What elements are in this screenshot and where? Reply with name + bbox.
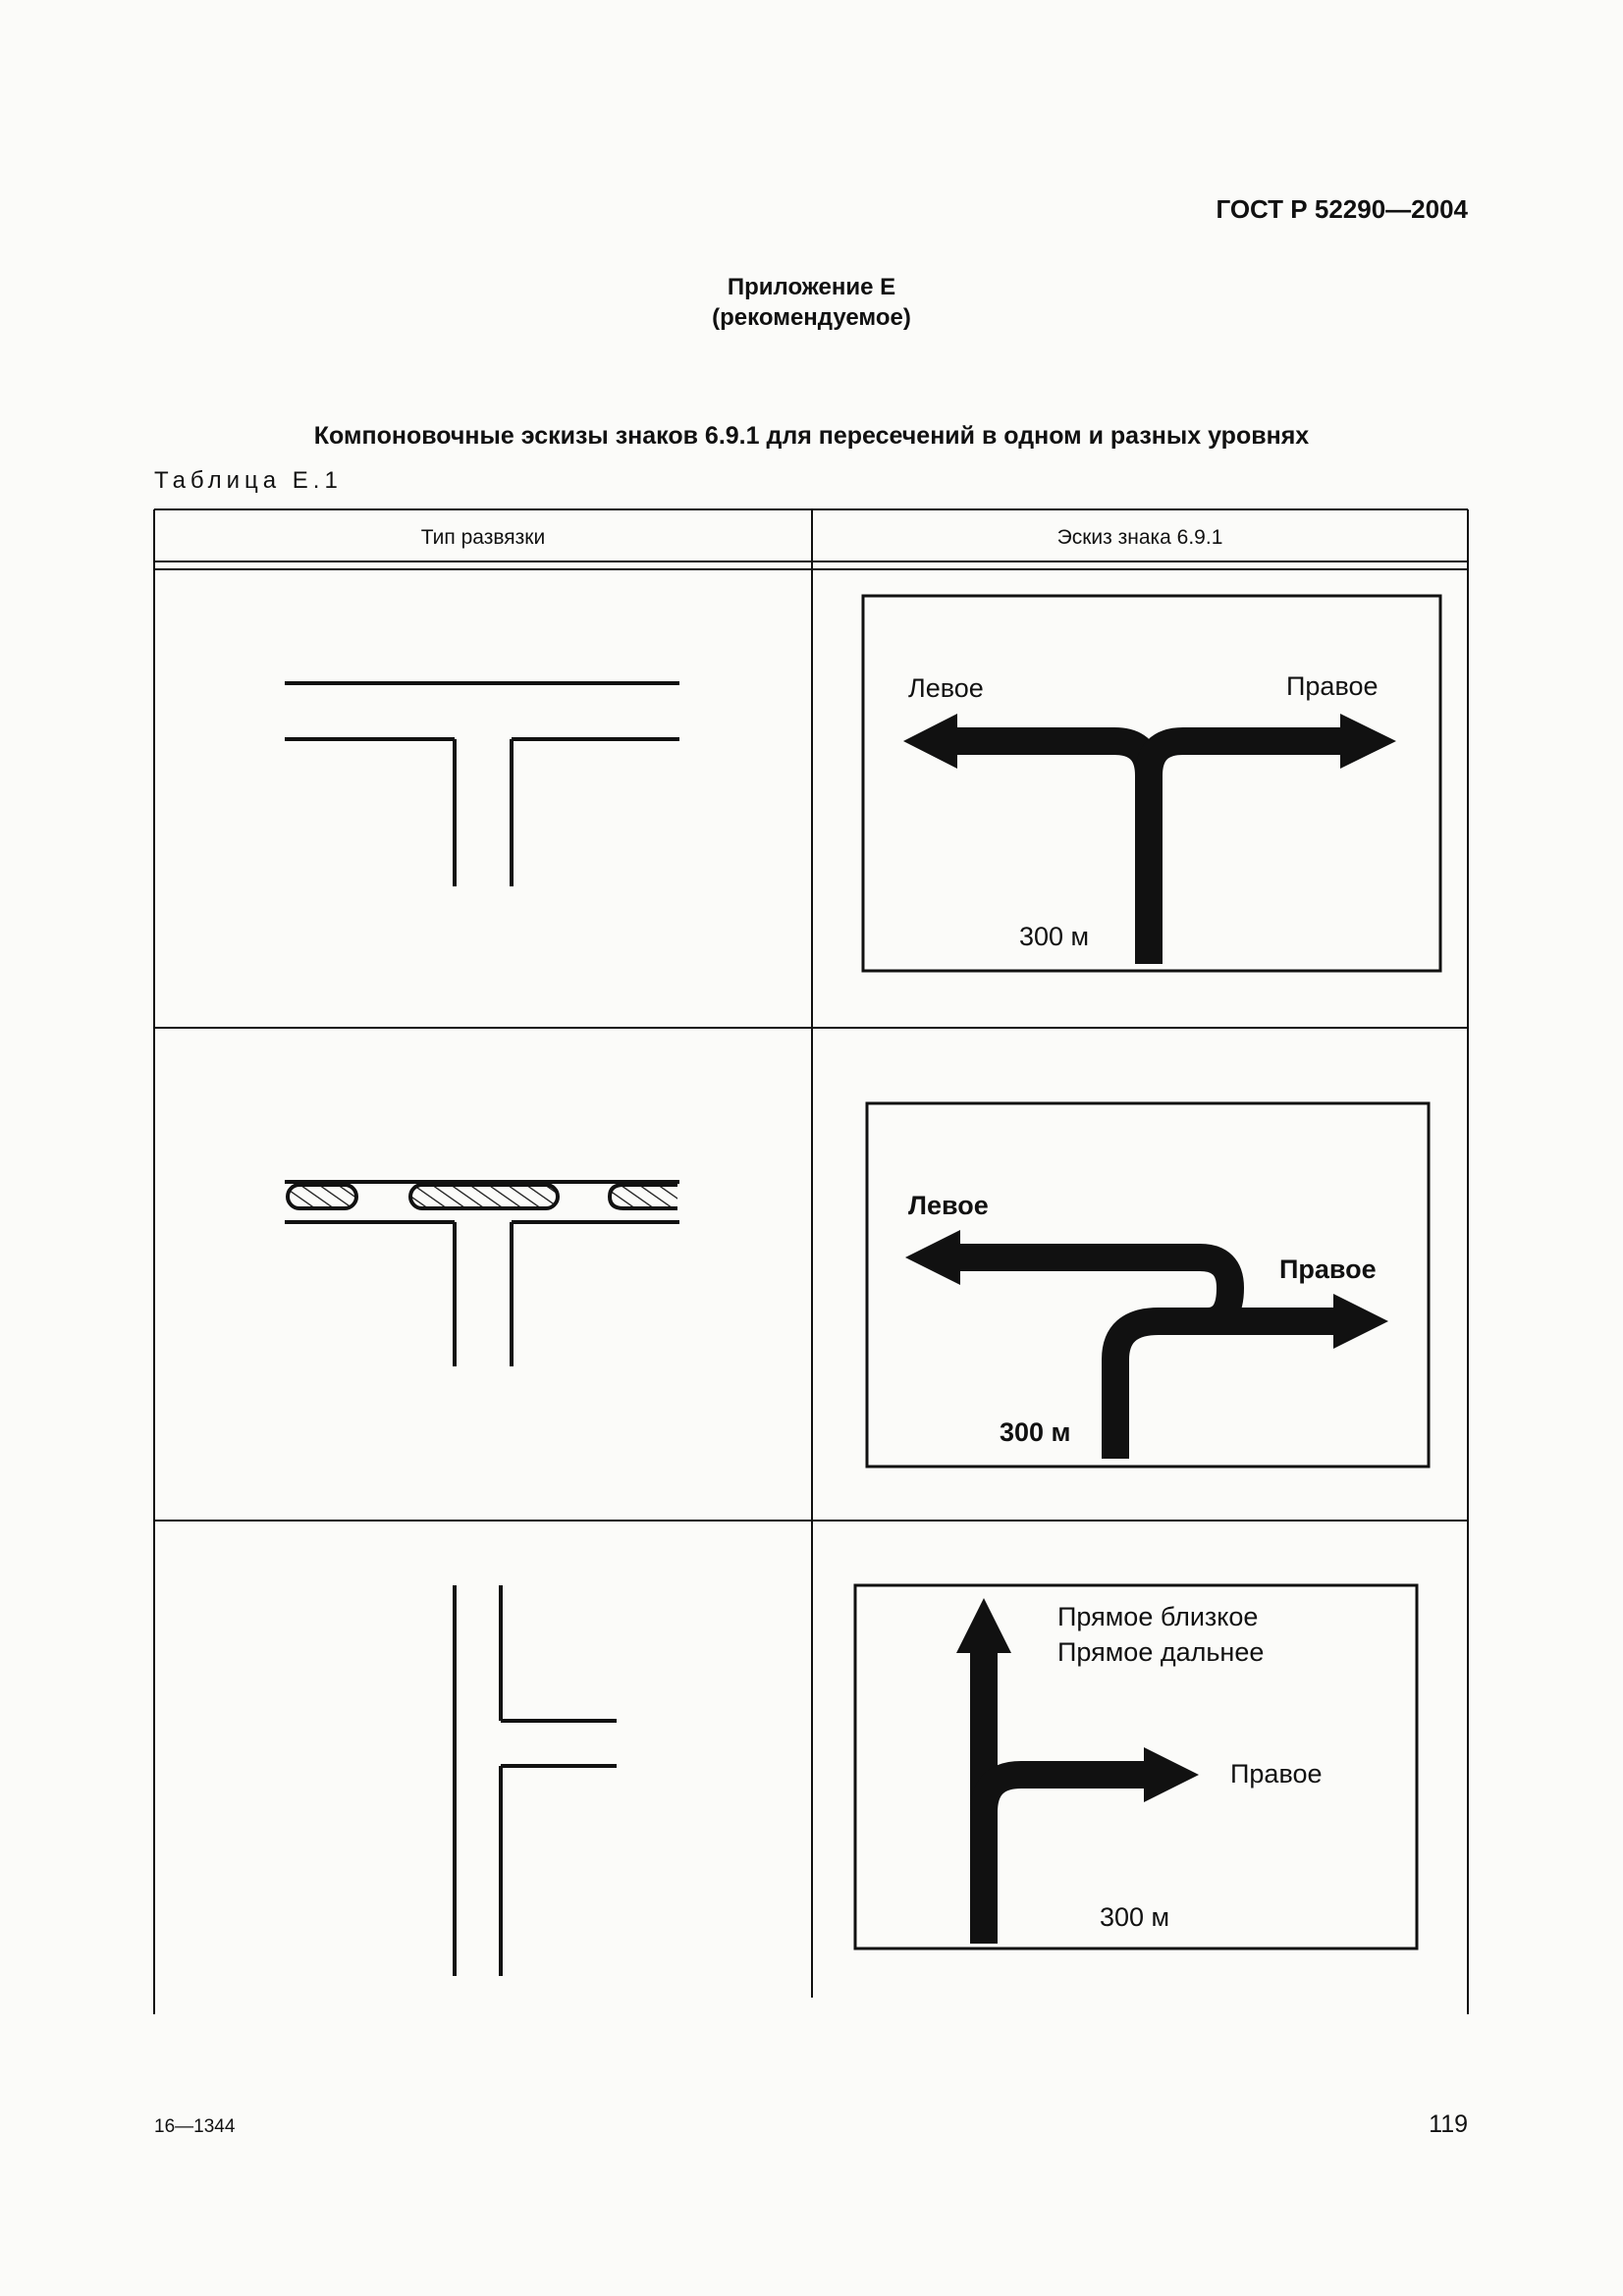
appendix-note: (рекомендуемое) [712, 304, 911, 331]
junction-side-t [455, 1585, 617, 1976]
arrow-right-head [1144, 1747, 1199, 1802]
median-island [288, 1185, 356, 1208]
sign-label-left: Левое [908, 673, 984, 703]
sign-label-right: Правое [1279, 1255, 1377, 1284]
sign-label-left: Левое [908, 1191, 989, 1220]
arrow-left-head [903, 714, 957, 769]
arrow-up-head [956, 1598, 1011, 1653]
sign-distance: 300 м [1019, 922, 1090, 951]
header-junction-type: Тип развязки [420, 526, 546, 549]
sign-label-straight-near: Прямое близкое [1057, 1602, 1259, 1631]
junction-t-intersection [285, 683, 679, 886]
junction-t-with-median [285, 1182, 679, 1366]
median-island [610, 1185, 677, 1208]
arrow-right-head [1340, 714, 1396, 769]
sign-frame [867, 1103, 1429, 1467]
sign-1 [863, 596, 1440, 971]
sign-2 [867, 1103, 1429, 1467]
footer-code: 16—1344 [154, 2116, 236, 2137]
page-number: 119 [1429, 2110, 1468, 2138]
appendix-title: Приложение Е [727, 274, 896, 300]
arrow-right-head [1333, 1294, 1388, 1349]
table-label: Таблица Е.1 [154, 467, 343, 494]
header-sign-sketch: Эскиз знака 6.9.1 [1056, 526, 1223, 549]
section-title: Компоновочные эскизы знаков 6.9.1 для пересечений в одном и разных уровнях [313, 422, 1310, 450]
arrow-left-head [905, 1230, 960, 1285]
sign-distance: 300 м [1100, 1902, 1170, 1932]
median-island [410, 1185, 558, 1208]
sign-label-straight-far: Прямое дальнее [1057, 1637, 1265, 1667]
sign-label-right: Правое [1230, 1759, 1323, 1789]
sign-label-right: Правое [1286, 671, 1379, 701]
document-code: ГОСТ Р 52290—2004 [1216, 194, 1468, 224]
sign-3 [855, 1585, 1417, 1949]
sign-distance: 300 м [1000, 1417, 1071, 1447]
